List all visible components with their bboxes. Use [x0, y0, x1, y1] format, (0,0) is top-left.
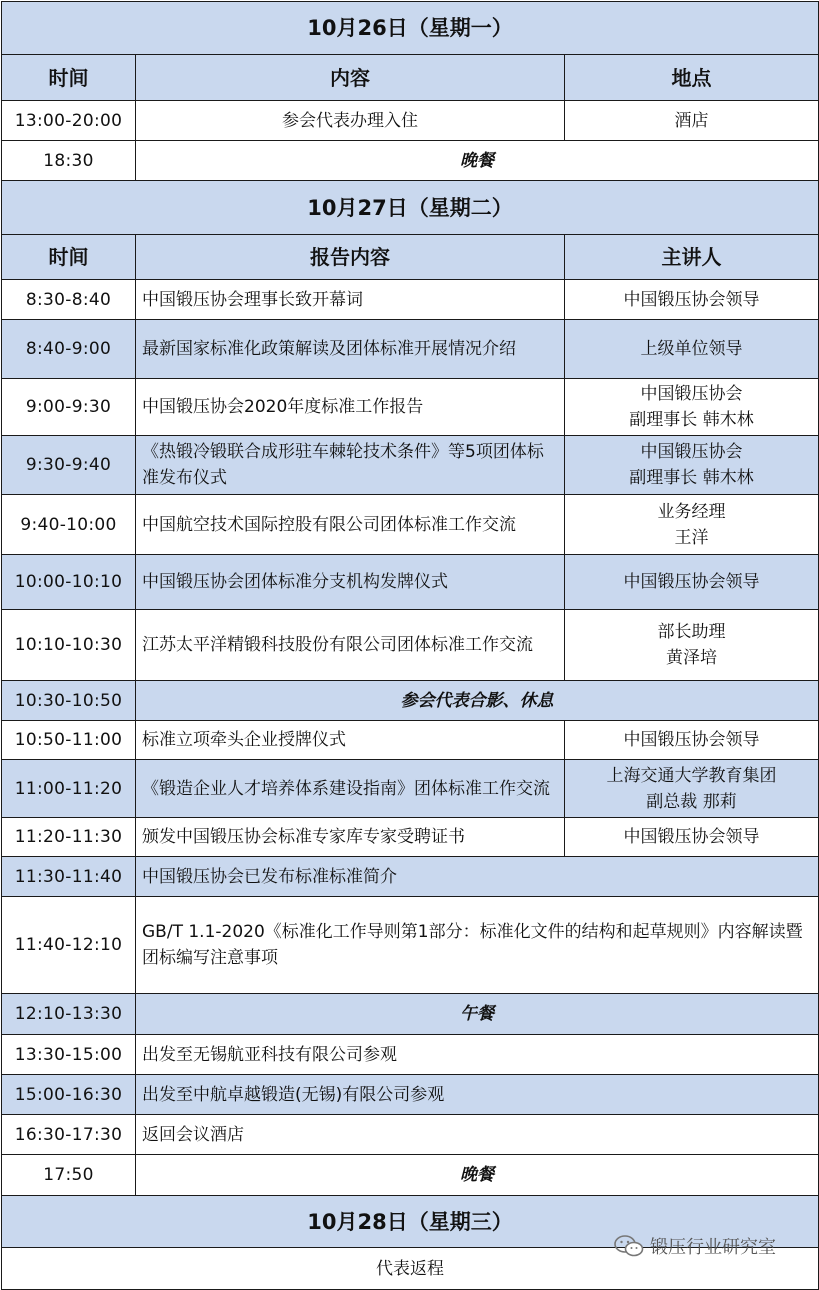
content-cell: 中国锻压协会2020年度标准工作报告 — [136, 379, 565, 436]
speaker-line: 副理事长 韩木林 — [629, 468, 754, 488]
break-cell: 参会代表合影、休息 — [136, 681, 819, 721]
table-row — [2, 555, 819, 610]
column-header-row — [2, 55, 819, 101]
time-cell: 16:30-17:30 — [2, 1115, 136, 1155]
return-cell: 代表返程 — [2, 1248, 819, 1290]
content-cell: 中国锻压协会理事长致开幕词 — [136, 280, 565, 320]
table-row — [2, 379, 819, 436]
time-cell: 10:30-10:50 — [2, 681, 136, 721]
time-cell: 8:30-8:40 — [2, 280, 136, 320]
day-header-row — [2, 1196, 819, 1248]
content-cell: 返回会议酒店 — [136, 1115, 819, 1155]
time-cell: 13:00-20:00 — [2, 101, 136, 141]
speaker-cell — [565, 436, 819, 495]
time-cell: 8:40-9:00 — [2, 320, 136, 379]
table-row — [2, 1075, 819, 1115]
speaker-cell — [565, 280, 819, 320]
table-row — [2, 610, 819, 681]
speaker-line: 中国锻压协会领导 — [623, 289, 760, 310]
speaker-cell — [565, 610, 819, 681]
content-cell: 《锻造企业人才培养体系建设指南》团体标准工作交流 — [136, 760, 565, 818]
content-cell: GB/T 1.1-2020《标准化工作导则第1部分：标准化文件的结构和起草规则》内容解读暨团标编写注意事项 — [136, 897, 819, 994]
speaker-line: 王洋 — [674, 527, 709, 548]
place-cell: 酒店 — [565, 101, 819, 141]
table-row — [2, 320, 819, 379]
speaker-line: 上海交通大学教育集团 — [606, 765, 777, 786]
speaker-line: 中国锻压协会领导 — [623, 827, 760, 847]
table-row — [2, 101, 819, 141]
lunch-cell: 午餐 — [136, 994, 819, 1035]
speaker-line: 副理事长 韩木林 — [629, 410, 754, 430]
time-cell: 9:30-9:40 — [2, 436, 136, 495]
speaker-line: 副总裁 那莉 — [646, 791, 737, 812]
dinner-row — [2, 1155, 819, 1196]
table-row — [2, 436, 819, 495]
dinner-cell: 晚餐 — [136, 1155, 819, 1196]
time-cell: 11:00-11:20 — [2, 760, 136, 818]
speaker-cell — [565, 555, 819, 610]
lunch-row — [2, 994, 819, 1035]
speaker-header: 主讲人 — [565, 235, 819, 280]
speaker-line: 中国锻压协会领导 — [623, 572, 760, 592]
dinner-cell: 晚餐 — [136, 141, 819, 181]
table-row — [2, 1248, 819, 1290]
table-row — [2, 1115, 819, 1155]
watermark-text: 锻压行业研究室 — [650, 1237, 776, 1258]
speaker-cell — [565, 320, 819, 379]
time-cell: 11:30-11:40 — [2, 857, 136, 897]
time-cell: 18:30 — [2, 141, 136, 181]
content-cell: 最新国家标准化政策解读及团体标准开展情况介绍 — [136, 320, 565, 379]
speaker-cell — [565, 760, 819, 818]
content-cell: 《热锻冷锻联合成形驻车棘轮技术条件》等5项团体标准发布仪式 — [136, 436, 565, 495]
time-cell: 11:40-12:10 — [2, 897, 136, 994]
content-cell: 颁发中国锻压协会标准专家库专家受聘证书 — [136, 818, 565, 857]
time-cell: 10:00-10:10 — [2, 555, 136, 610]
speaker-line: 部长助理 — [657, 622, 726, 642]
table-row — [2, 760, 819, 818]
time-cell: 13:30-15:00 — [2, 1035, 136, 1075]
table-row — [2, 495, 819, 555]
content-cell: 中国锻压协会已发布标准标准简介 — [136, 857, 819, 897]
time-cell: 10:50-11:00 — [2, 721, 136, 760]
speaker-cell — [565, 495, 819, 555]
speaker-line: 黄泽培 — [666, 648, 717, 668]
speaker-cell — [565, 721, 819, 760]
content-cell: 标准立项牵头企业授牌仪式 — [136, 721, 565, 760]
day-title: 10月27日（星期二） — [2, 181, 819, 235]
table-row — [2, 280, 819, 320]
speaker-cell — [565, 818, 819, 857]
content-cell: 参会代表办理入住 — [136, 101, 565, 141]
schedule-table — [1, 1, 819, 1290]
place-header: 地点 — [565, 55, 819, 101]
speaker-line: 中国锻压协会 — [640, 442, 743, 462]
column-header-row — [2, 235, 819, 280]
time-header: 时间 — [2, 235, 136, 280]
break-row — [2, 681, 819, 721]
table-row — [2, 818, 819, 857]
table-row — [2, 1035, 819, 1075]
speaker-line: 上级单位领导 — [640, 339, 743, 359]
speaker-line: 中国锻压协会 — [640, 384, 743, 404]
content-cell: 出发至无锡航亚科技有限公司参观 — [136, 1035, 819, 1075]
table-row — [2, 897, 819, 994]
speaker-line: 中国锻压协会领导 — [623, 730, 760, 750]
time-cell: 11:20-11:30 — [2, 818, 136, 857]
time-header: 时间 — [2, 55, 136, 101]
time-cell: 12:10-13:30 — [2, 994, 136, 1035]
time-cell: 9:00-9:30 — [2, 379, 136, 436]
content-header: 内容 — [136, 55, 565, 101]
day-title: 10月28日（星期三） — [2, 1196, 819, 1248]
day-header-row — [2, 181, 819, 235]
time-cell: 9:40-10:00 — [2, 495, 136, 555]
day-header-row — [2, 2, 819, 55]
day-title: 10月26日（星期一） — [2, 2, 819, 55]
content-cell: 出发至中航卓越锻造(无锡)有限公司参观 — [136, 1075, 819, 1115]
content-cell: 中国锻压协会团体标准分支机构发牌仪式 — [136, 555, 565, 610]
time-cell: 15:00-16:30 — [2, 1075, 136, 1115]
time-cell: 10:10-10:30 — [2, 610, 136, 681]
table-row — [2, 857, 819, 897]
content-cell: 江苏太平洋精锻科技股份有限公司团体标准工作交流 — [136, 610, 565, 681]
table-row — [2, 721, 819, 760]
speaker-line: 业务经理 — [657, 501, 726, 522]
table-row — [2, 141, 819, 181]
content-header: 报告内容 — [136, 235, 565, 280]
content-cell: 中国航空技术国际控股有限公司团体标准工作交流 — [136, 495, 565, 555]
time-cell: 17:50 — [2, 1155, 136, 1196]
speaker-cell — [565, 379, 819, 436]
